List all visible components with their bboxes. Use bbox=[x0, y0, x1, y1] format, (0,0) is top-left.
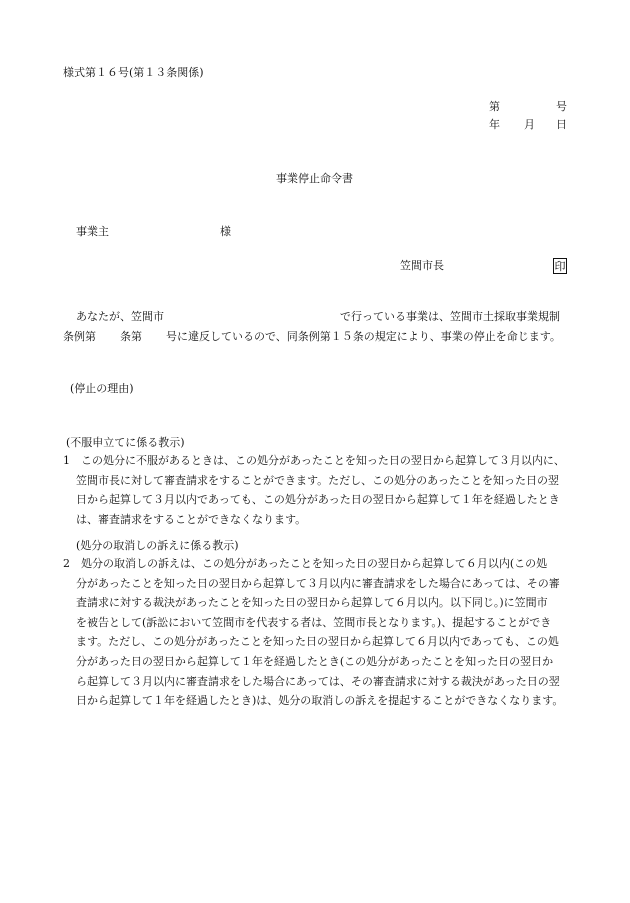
notice1-line: 1 この処分に不服があるときは、この処分があったことを知った日の翌日から起算して３月以内に、 bbox=[63, 454, 565, 467]
number-dai: 第 bbox=[489, 100, 500, 113]
body-line2-c: 号に違反しているので、同条例第１５条の規定により、事業の停止を命じます。 bbox=[166, 330, 561, 343]
reason-heading: (停止の理由) bbox=[70, 382, 134, 395]
form-number: 様式第１６号(第１３条関係) bbox=[63, 66, 204, 79]
notice1-line: 笠間市長に対して審査請求をすることができます。ただし、この処分のあったことを知った日の翌 bbox=[76, 473, 560, 487]
notice1-line: は、審査請求をすることができなくなります。 bbox=[76, 512, 307, 526]
body-line1-a: あなたが、笠間市 bbox=[76, 310, 164, 323]
number-go: 号 bbox=[556, 100, 567, 113]
notice1-paragraph bbox=[63, 451, 565, 529]
date-day: 日 bbox=[556, 118, 567, 131]
issuer-name: 笠間市長 bbox=[400, 259, 444, 272]
notice1-line: 日から起算して３月以内であっても、この処分があった日の翌日から起算して１年を経過したとき bbox=[76, 493, 560, 507]
notice2-line: ます。ただし、この処分があったことを知った日の翌日から起算して６月以内であっても、この処 bbox=[76, 635, 559, 649]
notice1-heading: (不服申立てに係る教示) bbox=[66, 436, 185, 449]
body-line2-b: 条第 bbox=[120, 330, 142, 343]
notice2-paragraph bbox=[63, 554, 563, 711]
notice2-line: 分があった日の翌日から起算して１年を経過したとき(この処分があったことを知った日の翌日か bbox=[76, 654, 554, 668]
addressee-label: 事業主 bbox=[76, 225, 109, 238]
body-line1-b: で行っている事業は、笠間市土採取事業規制 bbox=[340, 310, 560, 323]
notice2-line: 2 処分の取消しの訴えは、この処分があったことを知った日の翌日から起算して６月以内(この処 bbox=[63, 557, 548, 570]
notice2-line: を被告として(訴訟において笠間市を代表する者は、笠間市長となります。)、提起することができ bbox=[76, 615, 552, 629]
notice2-line: 日から起算して１年を経過したとき)は、処分の取消しの訴えを提起することができなくなります。 bbox=[76, 694, 564, 708]
notice2-line: ら起算して３月以内に審査請求をした場合にあっては、その審査請求に対する裁決があった日の翌 bbox=[76, 674, 560, 688]
document-title: 事業停止命令書 bbox=[276, 172, 353, 185]
notice2-heading: (処分の取消しの訴えに係る教示) bbox=[76, 539, 239, 552]
notice2-line: 査請求に対する裁決があったことを知った日の翌日から起算して６月以内。以下同じ。)に笠間市 bbox=[76, 596, 548, 610]
addressee-honorific: 様 bbox=[220, 225, 231, 238]
date-year: 年 bbox=[489, 118, 500, 131]
notice2-line: 分があったことを知った日の翌日から起算して３月以内に審査請求をした場合にあっては、その審 bbox=[76, 576, 560, 590]
body-line2-a: 条例第 bbox=[63, 330, 96, 343]
seal-mark: 印 bbox=[554, 260, 566, 273]
date-month: 月 bbox=[524, 118, 535, 131]
